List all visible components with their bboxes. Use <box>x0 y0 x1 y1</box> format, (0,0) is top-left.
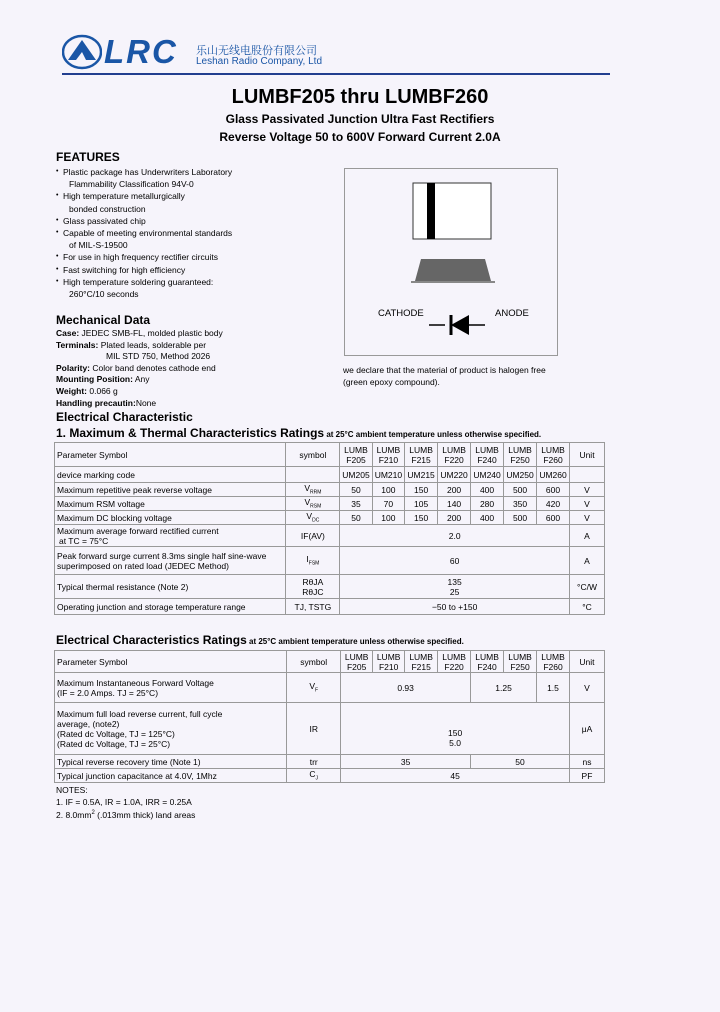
polarity-value: Color band denotes cathode end <box>90 362 216 373</box>
case-value: JEDEC SMB-FL, molded plastic body <box>79 328 223 338</box>
table-row <box>55 599 605 615</box>
cell: 1.5 <box>537 673 570 703</box>
row-label: Peak forward surge current 8.3ms single half sine-wave superimposed on rated load (JEDEC Method) <box>55 547 286 575</box>
cell: 100 <box>372 511 404 525</box>
cell: 135 25 <box>340 575 570 599</box>
cell: 150 5.0 <box>341 703 570 755</box>
cell: 500 <box>504 483 537 497</box>
cell: °C <box>570 599 605 615</box>
mounting-value: Any <box>132 374 150 385</box>
cell: 1.25 <box>471 673 537 703</box>
header-symbol: symbol <box>287 651 341 673</box>
cell: IR <box>287 703 341 755</box>
table-row <box>55 467 605 483</box>
row-label: Maximum Instantaneous Forward Voltage (IF = 2.0 Amps. TJ = 25°C) <box>55 673 287 703</box>
feature-line: • High temperature soldering guaranteed: <box>56 276 341 288</box>
features-list <box>56 166 341 300</box>
cell: °C/W <box>570 575 605 599</box>
cell: 45 <box>341 769 570 783</box>
halogen-declaration: we declare that the material of product is halogen free (green epoxy compound). <box>343 365 546 387</box>
header-part: LUMB F205 <box>340 443 372 467</box>
package-diagram <box>344 168 558 356</box>
electrical-ratings-table <box>54 650 605 783</box>
cell: A <box>570 525 605 547</box>
feature-line: • Plastic package has Underwriters Laboratory <box>56 166 341 178</box>
table-header-row <box>55 443 605 467</box>
header-part: LUMB F260 <box>537 443 570 467</box>
cell: 35 <box>340 497 372 511</box>
terminals-value: Plated leads, solderable per <box>98 339 207 350</box>
cell: μA <box>569 703 604 755</box>
cell: $V_{RRM}$ <box>286 483 340 497</box>
cell: 50 <box>471 755 570 769</box>
row-label: Typical junction capacitance at 4.0V, 1Mhz <box>55 769 287 783</box>
cell: trr <box>287 755 341 769</box>
cell: 70 <box>372 497 404 511</box>
header-part: LUMB F250 <box>504 443 537 467</box>
electrical-ratings-heading <box>56 633 464 647</box>
cell: UM240 <box>471 467 504 483</box>
cell: 400 <box>471 483 504 497</box>
header-rule <box>62 73 610 75</box>
cell: RθJA RθJC <box>286 575 340 599</box>
cell: 200 <box>438 483 471 497</box>
header-unit: Unit <box>570 443 605 467</box>
cell: 200 <box>438 511 471 525</box>
cell: V <box>570 497 605 511</box>
cell: IF(AV) <box>286 525 340 547</box>
mechanical-heading: Mechanical Data <box>56 313 151 327</box>
cell: 400 <box>471 511 504 525</box>
cell: 105 <box>405 497 438 511</box>
header-symbol: symbol <box>286 443 340 467</box>
table-row <box>55 703 605 755</box>
table-row <box>55 511 605 525</box>
cell: PF <box>569 769 604 783</box>
cell: $V_{RSM}$ <box>286 497 340 511</box>
cell: 0.93 <box>341 673 471 703</box>
header-unit: Unit <box>569 651 604 673</box>
terminals-value-2: MIL STD 750, Method 2026 <box>106 351 211 362</box>
cell: UM250 <box>504 467 537 483</box>
cell: 500 <box>504 511 537 525</box>
note-2: 2. $8.0mm^2$ (.013mm thick) land areas <box>56 809 196 820</box>
header-part: LUMB F205 <box>341 651 373 673</box>
table-row <box>55 483 605 497</box>
cell: UM215 <box>405 467 438 483</box>
cell: 140 <box>438 497 471 511</box>
header-part: LUMB F210 <box>373 651 405 673</box>
row-label: Maximum full load reverse current, full cycle average, (note2) (Rated dc Voltage, TJ = 125°C) (Rated dc Voltage, TJ = 25°C) <box>55 703 287 755</box>
row-label: Maximum repetitive peak reverse voltage <box>55 483 286 497</box>
terminals-label: Terminals: <box>56 339 99 350</box>
cell: V <box>570 483 605 497</box>
electrical-heading: Electrical Characteristic <box>56 410 193 424</box>
header-part: LUMB F210 <box>372 443 404 467</box>
cell: UM205 <box>340 467 372 483</box>
cell: V <box>569 673 604 703</box>
cell: 50 <box>340 483 372 497</box>
weight-label: Weight: <box>56 385 88 396</box>
row-label: Maximum RSM voltage <box>55 497 286 511</box>
subtitle-type: Glass Passivated Junction Ultra Fast Rectifiers <box>225 112 495 126</box>
feature-line: • Fast switching for high efficiency <box>56 264 341 276</box>
case-label: Case: <box>56 328 80 338</box>
header-part: LUMB F220 <box>438 443 471 467</box>
header-part: LUMB F240 <box>471 651 504 673</box>
cell: A <box>570 547 605 575</box>
cell: 420 <box>537 497 570 511</box>
feature-line: • High temperature metallurgically <box>56 190 341 202</box>
cell: 35 <box>341 755 471 769</box>
table-row <box>55 575 605 599</box>
header-part: LUMB F215 <box>405 651 438 673</box>
header-part: LUMB F240 <box>471 443 504 467</box>
electrical-ratings-title: Electrical Characteristics Ratings <box>56 633 247 647</box>
cell: $I_{FSM}$ <box>286 547 340 575</box>
feature-line: • Glass passivated chip <box>56 215 341 227</box>
cell: V <box>570 511 605 525</box>
feature-line: • Capable of meeting environmental standards <box>56 227 341 239</box>
cell: 600 <box>537 511 570 525</box>
cell: ns <box>569 755 604 769</box>
features-heading: FEATURES <box>56 150 120 164</box>
table-row <box>55 497 605 511</box>
handling-value: None <box>135 397 157 408</box>
row-label: Maximum average forward rectified current at TC = 75°C <box>55 525 286 547</box>
row-label: Operating junction and storage temperature range <box>55 599 286 615</box>
company-name-en: Leshan Radio Company, Ltd <box>196 56 323 67</box>
feature-line: bonded construction <box>69 203 146 214</box>
feature-line: of MIL-S-19500 <box>69 240 128 251</box>
header-part: LUMB F250 <box>504 651 537 673</box>
cell: $V_F$ <box>287 673 341 703</box>
cell: 2.0 <box>340 525 570 547</box>
header-part: LUMB F260 <box>537 651 570 673</box>
anode-label: ANODE <box>495 308 529 319</box>
max-ratings-table <box>54 442 605 615</box>
cell: 280 <box>471 497 504 511</box>
cell: UM220 <box>438 467 471 483</box>
feature-line: Flammability Classification 94V-0 <box>69 179 194 190</box>
logo-text: LRC <box>104 33 178 70</box>
row-label: Maximum DC blocking voltage <box>55 511 286 525</box>
mechanical-data <box>56 328 356 409</box>
table-row <box>55 547 605 575</box>
polarity-label: Polarity: <box>56 362 91 373</box>
mounting-label: Mounting Position: <box>56 374 133 385</box>
table-row <box>55 525 605 547</box>
table-header-row <box>55 651 605 673</box>
cell: $C_J$ <box>287 769 341 783</box>
table-row <box>55 673 605 703</box>
cell: 150 <box>405 511 438 525</box>
cell: 60 <box>340 547 570 575</box>
cell: 150 <box>405 483 438 497</box>
table-row <box>55 755 605 769</box>
cell: $V_{DC}$ <box>286 511 340 525</box>
cell: 600 <box>537 483 570 497</box>
handling-label: Handling precautin: <box>56 397 136 408</box>
cell: TJ, TSTG <box>286 599 340 615</box>
cell: 350 <box>504 497 537 511</box>
document-title: LUMBF205 thru LUMBF260 <box>231 86 489 108</box>
feature-line: 260°C/10 seconds <box>69 289 139 300</box>
header-param: Parameter Symbol <box>55 443 286 467</box>
cell: UM210 <box>372 467 404 483</box>
lrc-logo-icon <box>62 34 102 70</box>
note-1: 1. IF = 0.5A, IR = 1.0A, IRR = 0.25A <box>56 796 192 807</box>
table-row <box>55 769 605 783</box>
cell <box>286 467 340 483</box>
notes-heading: NOTES: <box>56 785 88 795</box>
max-ratings-condition: at 25°C ambient temperature unless otherwise specified. <box>324 430 542 439</box>
cell: −50 to +150 <box>340 599 570 615</box>
electrical-ratings-condition: at 25°C ambient temperature unless otherwise specified. <box>246 637 464 646</box>
cell: UM260 <box>537 467 570 483</box>
cathode-label: CATHODE <box>378 308 424 319</box>
row-label: device marking code <box>55 467 286 483</box>
max-ratings-heading <box>56 426 541 440</box>
subtitle-ratings: Reverse Voltage 50 to 600V Forward Current 2.0A <box>219 130 501 144</box>
header-part: LUMB F220 <box>438 651 471 673</box>
header-param: Parameter Symbol <box>55 651 287 673</box>
notes <box>56 785 195 821</box>
cell <box>570 467 605 483</box>
weight-value: 0.066 g <box>87 385 118 396</box>
row-label: Typical reverse recovery time (Note 1) <box>55 755 287 769</box>
cell: 50 <box>340 511 372 525</box>
package-drawing-icon <box>345 169 557 355</box>
cell: 100 <box>372 483 404 497</box>
feature-line: • For use in high frequency rectifier circuits <box>56 251 341 263</box>
max-ratings-title: 1. Maximum & Thermal Characteristics Ratings <box>56 426 325 440</box>
header-part: LUMB F215 <box>405 443 438 467</box>
company-name-cn: 乐山无线电股份有限公司 <box>196 45 317 57</box>
row-label: Typical thermal resistance (Note 2) <box>55 575 286 599</box>
